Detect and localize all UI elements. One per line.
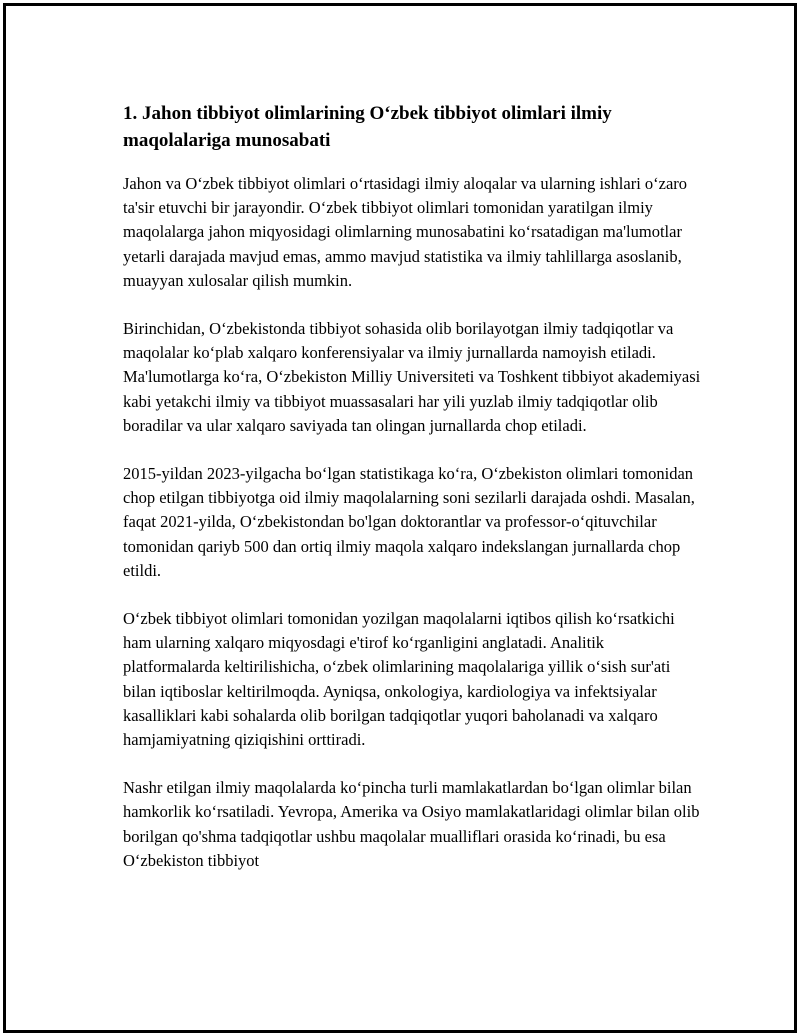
section-heading: 1. Jahon tibbiyot olimlarining O‘zbek tibbiyot olimlari ilmiy maqolalariga munosabati [123, 103, 612, 151]
document-body [123, 100, 703, 897]
paragraph-1: Jahon va O‘zbek tibbiyot olimlari o‘rtasidagi ilmiy aloqalar va ularning ishlari o‘zaro ta'sir etuvchi bir jarayondir. O‘zbek tibbiyot olimlari tomonidan yaratilgan ilmiy maqolalarga jahon miqyosidagi olimlarning munosabatini ko‘rsatadigan ma'lumotlar yetarli darajada mavjud emas, ammo mavjud statistika va ilmiy tahlillarga asoslanib, muayyan xulosalar qilish mumkin. [123, 174, 688, 290]
paragraph-4: O‘zbek tibbiyot olimlari tomonidan yozilgan maqolalarni iqtibos qilish ko‘rsatkichi ham ularning xalqaro miqyosdagi e'tirof ko‘rganligini anglatadi. Analitik platformalarda keltirilishicha, o‘zbek olimlarining maqolalariga yillik o‘sish sur'ati bilan iqtiboslar keltirilmoqda. Ayniqsa, onkologiya, kardiologiya va infektsiyalar kasalliklari kabi sohalarda olib borilgan tadqiqotlar yuqori baholanadi va xalqaro hamjamiyatning qiziqishini orttiradi. [123, 609, 675, 750]
paragraph-5: Nashr etilgan ilmiy maqolalarda ko‘pincha turli mamlakatlardan bo‘lgan olimlar bilan hamkorlik ko‘rsatiladi. Yevropa, Amerika va Osiyo mamlakatlaridagi olimlar bilan olib borilgan qo'shma tadqiqotlar ushbu maqolalar mualliflari orasida ko‘rinadi, bu esa O‘zbekiston tibbiyot [123, 778, 700, 870]
page-frame [3, 3, 797, 1033]
paragraph-3: 2015-yildan 2023-yilgacha bo‘lgan statistikaga ko‘ra, O‘zbekiston olimlari tomonidan chop etilgan tibbiyotga oid ilmiy maqolalarning soni sezilarli darajada oshdi. Masalan, faqat 2021-yilda, O‘zbekistondan bo'lgan doktorantlar va professor-o‘qituvchilar tomonidan qariyb 500 dan ortiq ilmiy maqola xalqaro indekslangan jurnallarda chop etildi. [123, 464, 695, 580]
paragraph-2: Birinchidan, O‘zbekistonda tibbiyot sohasida olib borilayotgan ilmiy tadqiqotlar va maqolalar ko‘plab xalqaro konferensiyalar va ilmiy jurnallarda namoyish etiladi. Ma'lumotlarga ko‘ra, O‘zbekiston Milliy Universiteti va Toshkent tibbiyot akademiyasi kabi yetakchi ilmiy va tibbiyot muassasalari har yili yuzlab ilmiy tadqiqotlar olib boradilar va ular xalqaro saviyada tan olingan jurnallarda chop etiladi. [123, 319, 701, 435]
